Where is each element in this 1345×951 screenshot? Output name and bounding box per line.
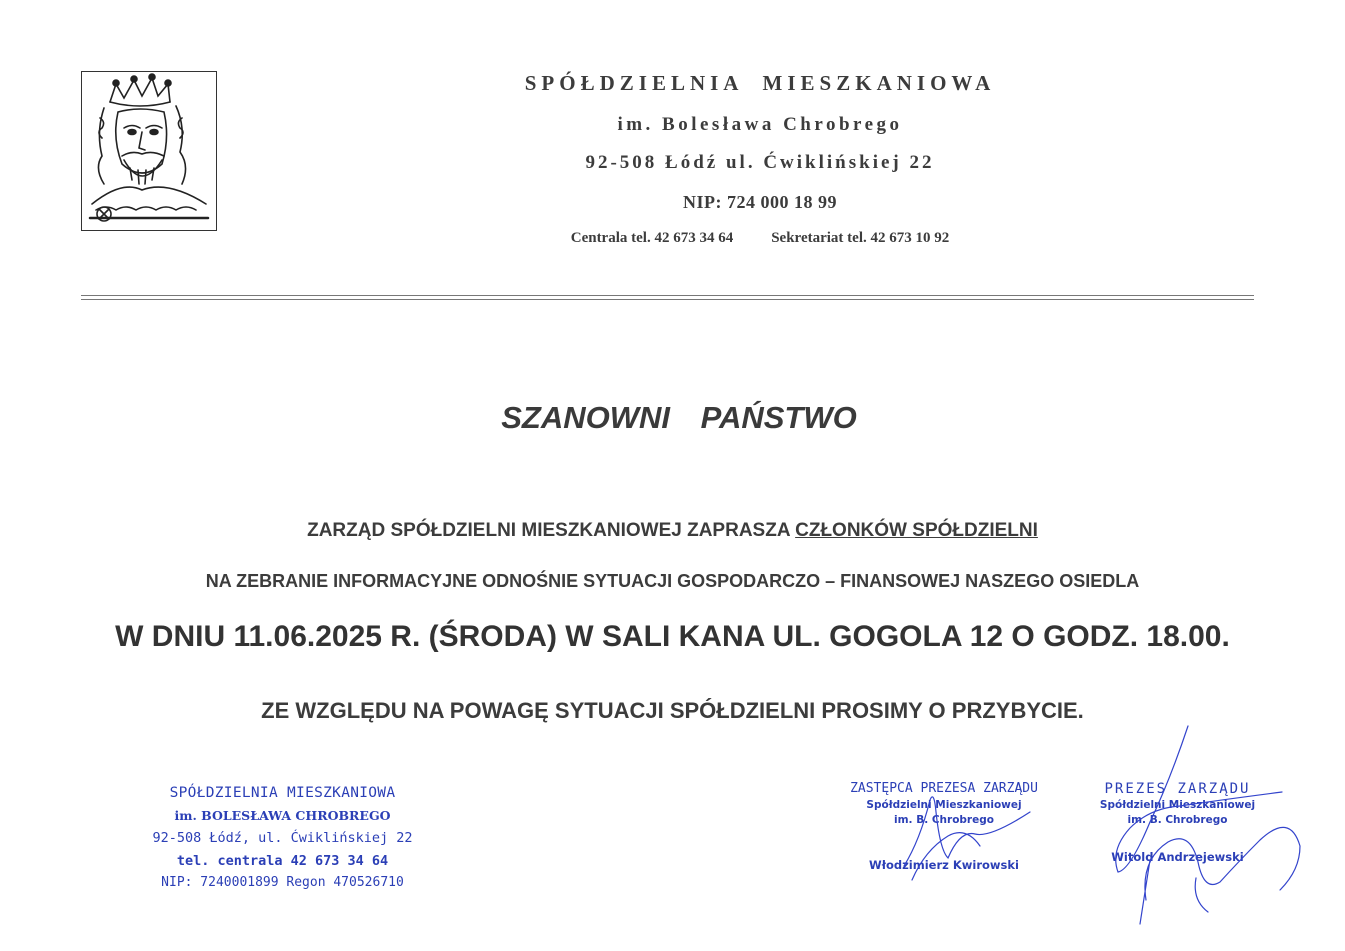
invitation-line-1-text: ZARZĄD SPÓŁDZIELNI MIESZKANIOWEJ ZAPRASZA <box>307 520 796 541</box>
letterhead-patron: im. Bolesława Chrobrego <box>617 114 903 135</box>
divider-line <box>81 295 1254 296</box>
greeting: SZANOWNI PAŃSTWO <box>501 400 857 435</box>
president-org: Spółdzielni Mieszkaniowej <box>1099 799 1256 811</box>
meeting-date-location: W DNIU 11.06.2025 R. (ŚRODA) W SALI KANA UL. GOGOLA 12 O GODZ. 18.00. <box>115 620 1230 653</box>
deputy-title: ZASTĘPCA PREZESA ZARZĄDU <box>850 781 1038 796</box>
stamp-nip-regon: NIP: 7240001899 Regon 470526710 <box>161 875 404 890</box>
president-stamp <box>1090 780 1265 864</box>
logo <box>81 71 217 231</box>
stamp-phone: tel. centrala 42 673 34 64 <box>176 852 389 869</box>
attendance-request: ZE WZGLĘDU NA POWAGĘ SYTUACJI SPÓŁDZIELNI PROSIMY O PRZYBYCIE. <box>261 698 1084 723</box>
letterhead-phones <box>300 230 1220 247</box>
letterhead-address: 92-508 Łódź ul. Ćwiklińskiej 22 <box>585 152 935 173</box>
deputy-name: Włodzimierz Kwirowski <box>869 858 1019 872</box>
letterhead-org-name: SPÓŁDZIELNIA MIESZKANIOWA <box>524 71 996 95</box>
phone-central: Centrala tel. 42 673 34 64 <box>570 230 734 246</box>
president-name: Witold Andrzejewski <box>1111 850 1244 864</box>
letterhead-nip: NIP: 724 000 18 99 <box>683 192 837 212</box>
stamp-org-name: SPÓŁDZIELNIA MIESZKANIOWA <box>169 785 396 801</box>
deputy-patron: im. B. Chrobrego <box>894 814 994 826</box>
deputy-org: Spółdzielni Mieszkaniowej <box>866 799 1022 811</box>
stamp-address: 92-508 Łódź, ul. Ćwiklińskiej 22 <box>152 830 413 846</box>
president-patron: im. B. Chrobrego <box>1127 814 1228 826</box>
cooperative-stamp <box>140 782 425 895</box>
stamp-patron: im. BOLESŁAWA CHROBREGO <box>174 807 391 823</box>
members-underlined: CZŁONKÓW SPÓŁDZIELNI <box>795 520 1038 541</box>
deputy-president-stamp <box>838 780 1050 872</box>
crowned-king-portrait-icon <box>82 72 216 230</box>
invitation-line-2: NA ZEBRANIE INFORMACYJNE ODNOŚNIE SYTUACJI GOSPODARCZO – FINANSOWEJ NASZEGO OSIEDLA <box>205 571 1140 591</box>
president-title: PREZES ZARZĄDU <box>1104 781 1251 797</box>
divider-line <box>81 299 1254 300</box>
invitation-line-1 <box>0 520 1345 542</box>
phone-secretariat: Sekretariat tel. 42 673 10 92 <box>771 230 950 246</box>
